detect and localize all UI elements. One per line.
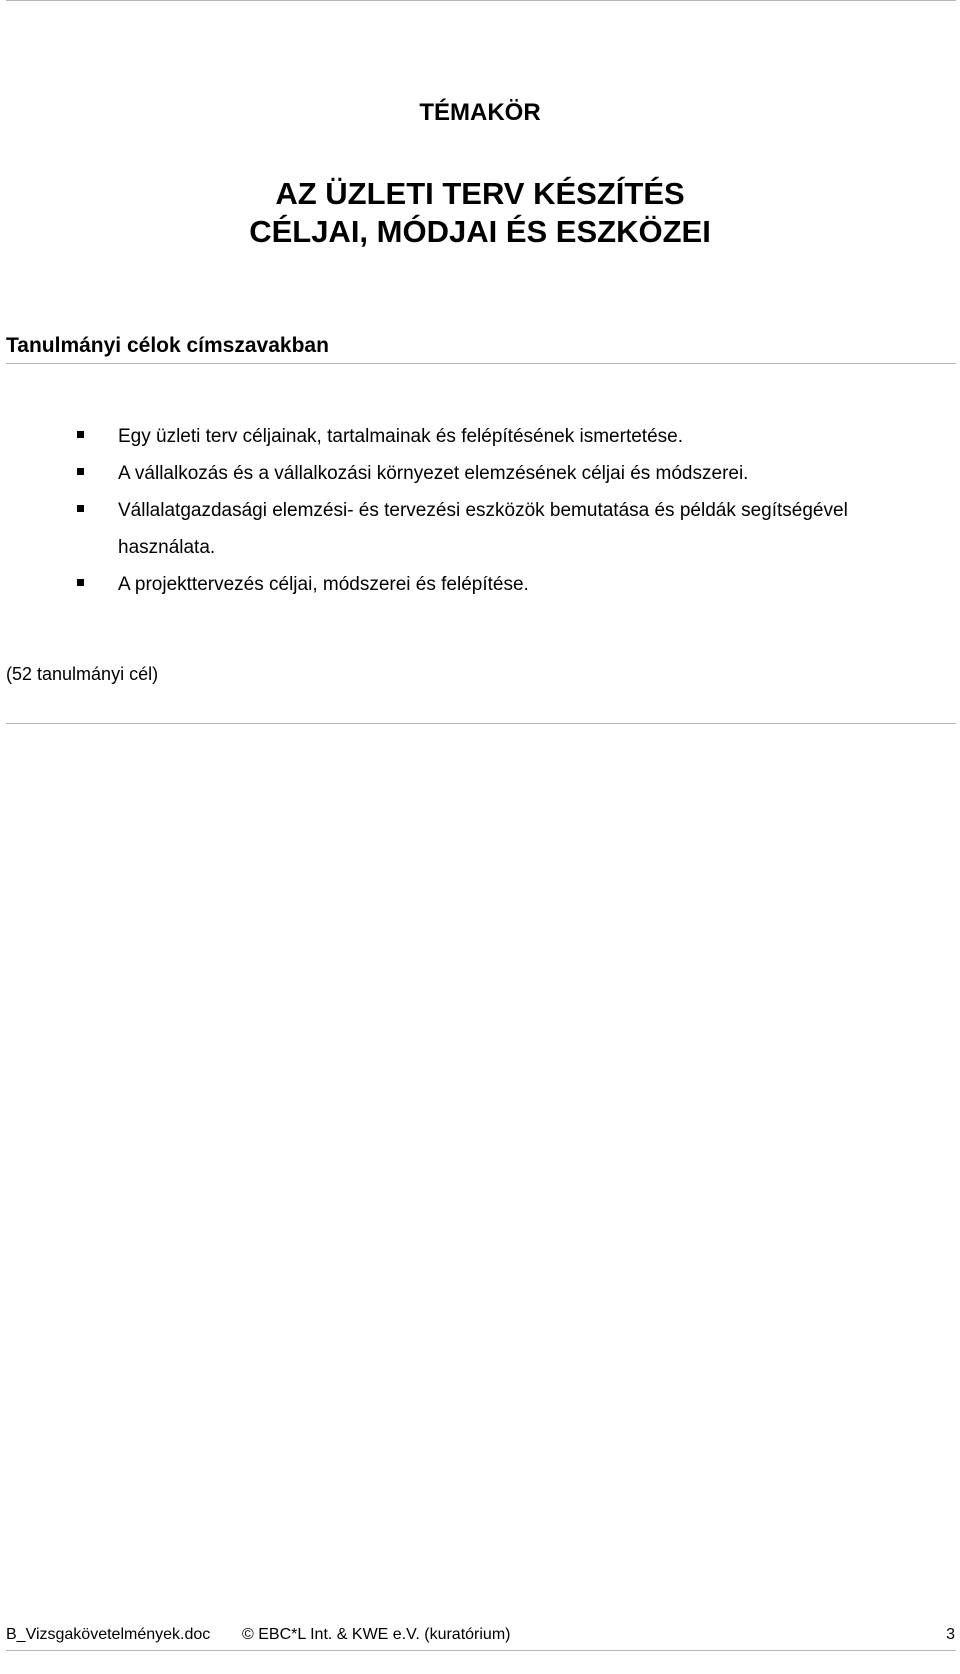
list-item bbox=[76, 566, 906, 603]
objectives-count-note: (52 tanulmányi cél) bbox=[6, 664, 159, 684]
list-item-text: Egy üzleti terv céljainak, tartalmainak és felépítésének ismertetése. bbox=[118, 426, 683, 447]
list-item bbox=[76, 455, 906, 492]
list-item-text: A projekttervezés céljai, módszerei és felépítése. bbox=[118, 574, 529, 595]
list-item-text: A vállalkozás és a vállalkozási környezet elemzésének céljai és módszerei. bbox=[118, 463, 749, 484]
list-item bbox=[76, 492, 906, 566]
objectives-list bbox=[76, 418, 906, 603]
section-rule bbox=[6, 363, 956, 364]
square-bullet-icon bbox=[77, 431, 84, 438]
top-rule bbox=[6, 0, 956, 1]
page-title-line-2: CÉLJAI, MÓDJAI ÉS ESZKÖZEI bbox=[249, 214, 711, 249]
list-item bbox=[76, 418, 906, 455]
square-bullet-icon bbox=[77, 505, 84, 512]
square-bullet-icon bbox=[77, 579, 84, 586]
footer-copyright: © EBC*L Int. & KWE e.V. (kuratórium) bbox=[242, 1626, 511, 1643]
section-heading: Tanulmányi célok címszavakban bbox=[6, 334, 329, 357]
footer-rule bbox=[6, 1650, 956, 1651]
square-bullet-icon bbox=[77, 468, 84, 475]
page-title-line-1: AZ ÜZLETI TERV KÉSZÍTÉS bbox=[275, 176, 685, 211]
footer-filename: B_Vizsgakövetelmények.doc bbox=[6, 1626, 211, 1643]
footer-page-number: 3 bbox=[946, 1626, 955, 1643]
list-item-text: Vállalatgazdasági elemzési- és tervezési eszközök bemutatása és példák segítségével használata. bbox=[118, 500, 848, 558]
page-title bbox=[0, 175, 960, 251]
section-bottom-rule bbox=[6, 723, 956, 724]
topic-label: TÉMAKÖR bbox=[419, 99, 541, 126]
